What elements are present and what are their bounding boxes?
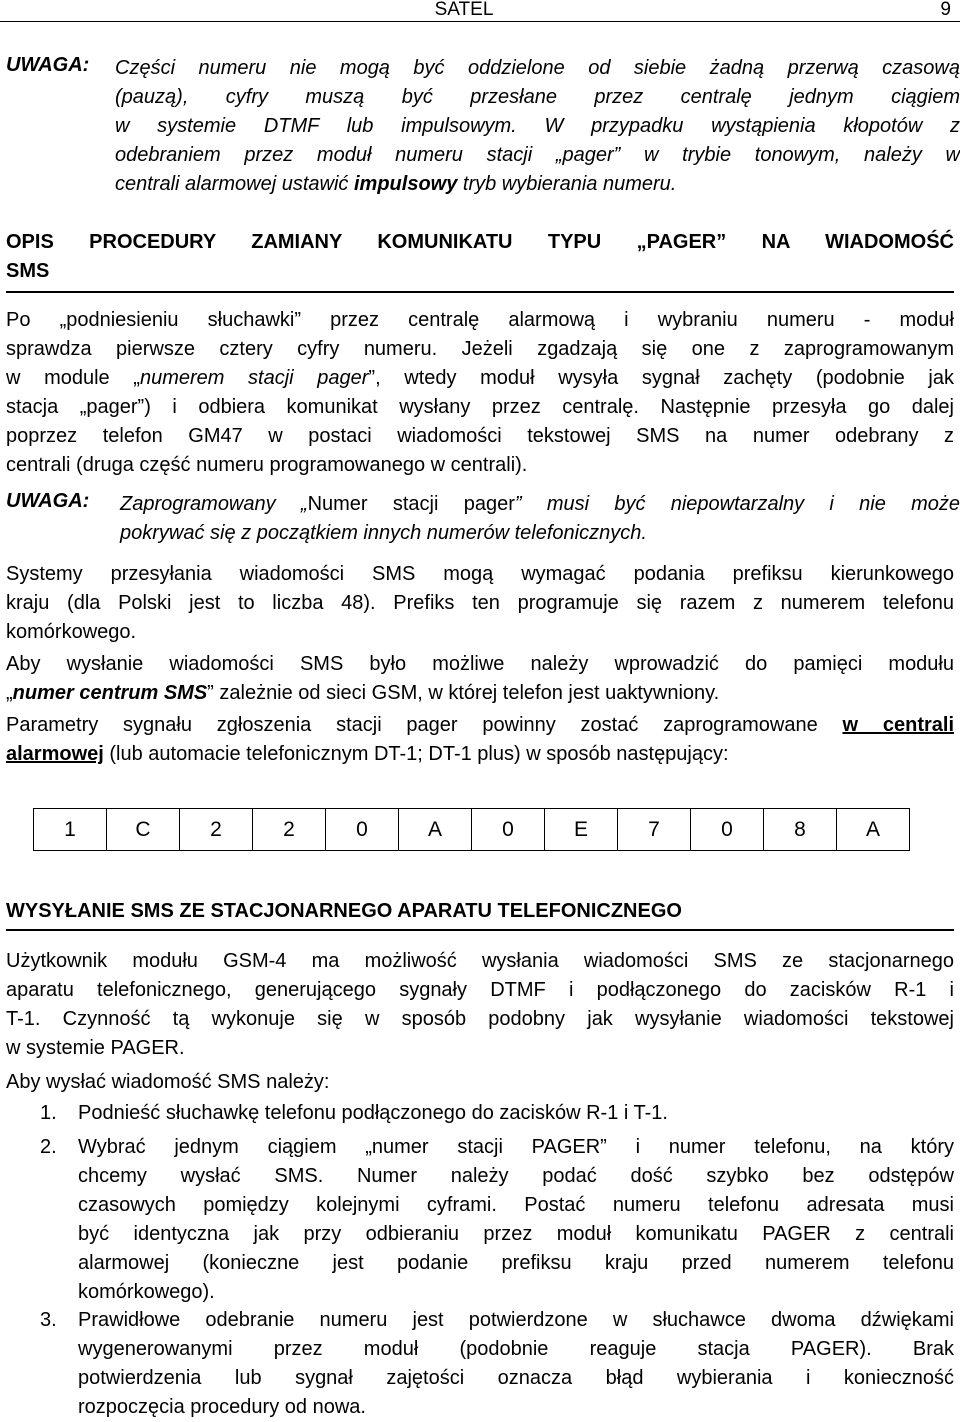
page-number: 9 xyxy=(940,0,951,20)
sequence-row xyxy=(34,809,910,851)
note-1-line: odebraniem przez moduł numeru stacji „pager” w trybie tonowym, należy w xyxy=(115,144,960,166)
sequence-cell: E xyxy=(545,809,618,851)
note-2-label: UWAGA: xyxy=(6,490,90,512)
paragraph-4: Parametry sygnału zgłoszenia stacji pager powinny zostać zaprogramowane w centrali alarmowej (lub automacie telefonicznym DT-1; DT-1 plus) w sposób następujący: xyxy=(6,714,954,765)
sequence-cell: A xyxy=(837,809,910,851)
emphasis-impulsowy: impulsowy xyxy=(353,173,458,195)
sequence-cell: 1 xyxy=(34,809,107,851)
sequence-cell: 7 xyxy=(618,809,691,851)
sequence-cell: 0 xyxy=(691,809,764,851)
paragraph-5: Użytkownik modułu GSM-4 ma możliwość wysłania wiadomości SMS ze stacjonarnego aparatu telefonicznego, generującego sygnały DTMF i podłączonego do zacisków R-1 i T-1. Czynność tą wykonuje się w sposób podobny jak wysyłanie wiadomości tekstowej w systemie PAGER. xyxy=(6,950,954,1059)
note-1-line: (pauzą), cyfry muszą być przesłane przez centralę jednym ciągiem xyxy=(115,86,960,108)
section-divider xyxy=(6,291,954,293)
emphasis-numer-centrum-sms: numer centrum SMS xyxy=(12,682,208,704)
sequence-cell: A xyxy=(399,809,472,851)
page-header xyxy=(0,0,960,22)
sequence-cell: C xyxy=(107,809,180,851)
section-divider xyxy=(6,929,954,931)
note-1-label: UWAGA: xyxy=(6,54,90,76)
sequence-cell: 0 xyxy=(326,809,399,851)
signal-sequence-table xyxy=(33,808,910,851)
section-heading-1: OPIS PROCEDURY ZAMIANY KOMUNIKATU TYPU „PAGER” NA WIADOMOŚĆ SMS xyxy=(6,231,954,282)
note-1-line: centrali alarmowej ustawić impulsowy tryb wybierania numeru. xyxy=(115,173,677,195)
section-heading-2: WYSYŁANIE SMS ZE STACJONARNEGO APARATU TELEFONICZNEGO xyxy=(6,900,682,922)
note-1 xyxy=(6,54,960,199)
paragraph-6: Aby wysłać wiadomość SMS należy: xyxy=(6,1071,330,1093)
list-item-number: 1. xyxy=(40,1102,57,1124)
sequence-cell: 2 xyxy=(253,809,326,851)
paragraph-2: Systemy przesyłania wiadomości SMS mogą wymagać podania prefiksu kierunkowego kraju (dla Polski jest to liczba 48). Prefiks ten programuje się razem z numerem telefonu komórkowego. xyxy=(6,563,954,643)
paragraph-1: Po „podniesieniu słuchawki” przez centralę alarmową i wybraniu numeru - moduł sprawdza pierwsze cztery cyfry numeru. Jeżeli zgadzają się one z zaprogramowanym w module „numerem stacji pager”, wtedy moduł wysyła sygnał zachęty (podobnie jak stacja „pager”) i odbiera komunikat wysłany przez centralę. Następnie przesyła go dalej poprzez telefon GM47 w postaci wiadomości tekstowej SMS na numer odebrany z centrali (druga część numeru programowanego w centrali). xyxy=(6,309,954,476)
note-2-body: Zaprogramowany „Numer stacji pager” musi być niepowtarzalny i nie może pokrywać się z początkiem innych numerów telefonicznych. xyxy=(120,493,960,544)
header-title: SATEL xyxy=(434,0,494,20)
sequence-cell: 0 xyxy=(472,809,545,851)
list-item-number: 3. xyxy=(40,1309,57,1331)
list-item-number: 2. xyxy=(40,1136,57,1158)
sequence-cell: 8 xyxy=(764,809,837,851)
paragraph-3: Aby wysłanie wiadomości SMS było możliwe należy wprowadzić do pamięci modułu „numer centrum SMS” zależnie od sieci GSM, w której telefon jest uaktywniony. xyxy=(6,653,954,704)
sequence-cell: 2 xyxy=(180,809,253,851)
note-1-line: Części numeru nie mogą być oddzielone od siebie żadną przerwą czasową xyxy=(115,57,960,79)
note-2 xyxy=(6,490,960,550)
note-1-line: w systemie DTMF lub impulsowym. W przypadku wystąpienia kłopotów z xyxy=(115,115,960,137)
note-1-body xyxy=(115,54,960,199)
